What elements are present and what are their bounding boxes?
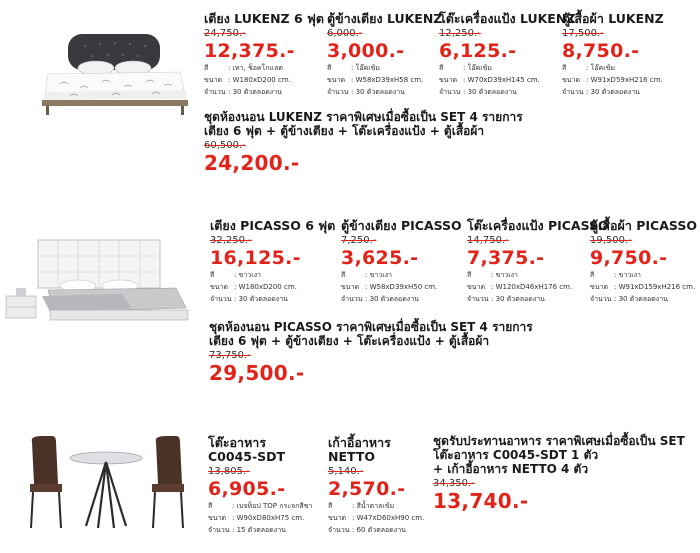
spec-qty: จำนวน : 60 ตัวตลอดงาน — [328, 526, 406, 534]
old-price: 14,750.- — [467, 235, 509, 246]
product-name: ตู้เสื้อผ้า PICASSO — [590, 218, 697, 233]
spec-color: สี : โอ๊คเข้ม — [439, 64, 493, 72]
spec-size: ขนาด : W180xD200 cm. — [210, 283, 297, 291]
old-price: 13,805.- — [208, 466, 250, 477]
set-contents-table: โต๊ะอาหาร C0045-SDT 1 ตัว — [433, 448, 599, 462]
product-name: ตู้ข้างเตียง PICASSO — [341, 218, 462, 233]
spec-qty: จำนวน : 30 ตัวตลอดงาน — [341, 295, 419, 303]
spec-qty: จำนวน : 30 ตัวตลอดงาน — [204, 88, 282, 96]
product-name: ตู้ข้างเตียง LUKENZ — [327, 11, 443, 26]
sale-price: 7,375.- — [467, 247, 545, 269]
spec-color: สี : เบจท็อป TOP กระจกสีชา — [208, 502, 313, 510]
product-model: NETTO — [328, 449, 375, 464]
set-contents: เตียง 6 ฟุต + ตู้ข้างเตียง + โต๊ะเครื่องแป้ง + ตู้เสื้อผ้า — [204, 124, 485, 138]
set-title: ชุดห้องนอน LUKENZ ราคาพิเศษเมื่อซื้อเป็น SET 4 รายการ — [204, 110, 523, 124]
spec-qty: จำนวน : 15 ตัวตลอดงาน — [208, 526, 286, 534]
old-price: 6,000.- — [327, 28, 363, 39]
product-name: เก้าอี้อาหาร — [328, 435, 391, 450]
spec-size: ขนาด : W90xD80xH75 cm. — [208, 514, 305, 522]
spec-size: ขนาด : W180xD200 cm. — [204, 76, 291, 84]
old-price: 5,140.- — [328, 466, 364, 477]
set-old-price: 60,500.- — [204, 140, 246, 151]
spec-qty: จำนวน : 30 ตัวตลอดงาน — [210, 295, 288, 303]
old-price: 32,250.- — [210, 235, 252, 246]
spec-size: ขนาด : W70xD39xH145 cm. — [439, 76, 540, 84]
spec-size: ขนาด : W47xD60xH90 cm. — [328, 514, 425, 522]
set-sale-price: 13,740.- — [433, 489, 529, 513]
product-dining-chair — [328, 436, 424, 536]
set-contents: เตียง 6 ฟุต + ตู้ข้างเตียง + โต๊ะเครื่องแป้ง + ตู้เสื้อผ้า — [209, 334, 490, 348]
product-name: โต๊ะเครื่องแป้ง LUKENZ — [439, 11, 576, 26]
set-sale-price: 29,500.- — [209, 361, 305, 385]
spec-color: สี : สีน้ำตาลเข้ม — [328, 502, 395, 510]
spec-color: สี : เทา, ช็อคโกแลต — [204, 64, 283, 72]
sale-price: 16,125.- — [210, 247, 301, 269]
spec-size: ขนาด : W120xD46xH176 cm. — [467, 283, 573, 291]
sale-price: 9,750.- — [590, 247, 668, 269]
old-price: 24,750.- — [204, 28, 246, 39]
spec-color: สี : ขาวเงา — [210, 271, 261, 279]
spec-qty: จำนวน : 30 ตัวตลอดงาน — [562, 88, 640, 96]
spec-size: ขนาด : W91xD59xH216 cm. — [562, 76, 663, 84]
product-name: โต๊ะเครื่องแป้ง PICASSO — [467, 218, 609, 233]
sale-price: 6,125.- — [439, 40, 517, 62]
sale-price: 6,905.- — [208, 478, 286, 500]
dining-set-image — [20, 432, 190, 530]
sale-price: 3,625.- — [341, 247, 419, 269]
spec-qty: จำนวน : 30 ตัวตลอดงาน — [327, 88, 405, 96]
old-price: 19,500.- — [590, 235, 632, 246]
old-price: 12,250.- — [439, 28, 481, 39]
product-model: C0045-SDT — [208, 449, 286, 464]
product-dining-table — [208, 436, 312, 536]
set-title: ชุดรับประทานอาหาร ราคาพิเศษเมื่อซื้อเป็น SET — [433, 434, 685, 448]
set-contents-chairs: + เก้าอี้อาหาร NETTO 4 ตัว — [433, 462, 589, 476]
product-name: เตียง PICASSO 6 ฟุต — [210, 218, 336, 233]
product-name: เตียง LUKENZ 6 ฟุต — [204, 11, 324, 26]
set-sale-price: 24,200.- — [204, 151, 300, 175]
set-offer-dining — [433, 434, 685, 512]
sale-price: 3,000.- — [327, 40, 405, 62]
spec-color: สี : ขาวเงา — [341, 271, 392, 279]
spec-color: สี : โอ๊คเข้ม — [562, 64, 616, 72]
spec-size: ขนาด : W91xD159xH216 cm. — [590, 283, 696, 291]
set-old-price: 34,350.- — [433, 478, 475, 489]
old-price: 17,500.- — [562, 28, 604, 39]
spec-color: สี : ขาวเงา — [467, 271, 518, 279]
spec-color: สี : โอ๊คเข้ม — [327, 64, 381, 72]
spec-color: สี : ขาวเงา — [590, 271, 641, 279]
sale-price: 2,570.- — [328, 478, 406, 500]
spec-qty: จำนวน : 30 ตัวตลอดงาน — [467, 295, 545, 303]
product-name: โต๊ะอาหาร — [208, 435, 267, 450]
set-old-price: 73,750.- — [209, 350, 251, 361]
spec-size: ขนาด : W58xD39xH50 cm. — [341, 283, 438, 291]
spec-qty: จำนวน : 30 ตัวตลอดงาน — [439, 88, 517, 96]
set-title: ชุดห้องนอน PICASSO ราคาพิเศษเมื่อซื้อเป็น SET 4 รายการ — [209, 320, 533, 334]
spec-size: ขนาด : W58xD39xH58 cm. — [327, 76, 424, 84]
old-price: 7,250.- — [341, 235, 377, 246]
sale-price: 8,750.- — [562, 40, 640, 62]
sale-price: 12,375.- — [204, 40, 295, 62]
spec-qty: จำนวน : 30 ตัวตลอดงาน — [590, 295, 668, 303]
product-name: ตู้เสื้อผ้า LUKENZ — [562, 11, 664, 26]
